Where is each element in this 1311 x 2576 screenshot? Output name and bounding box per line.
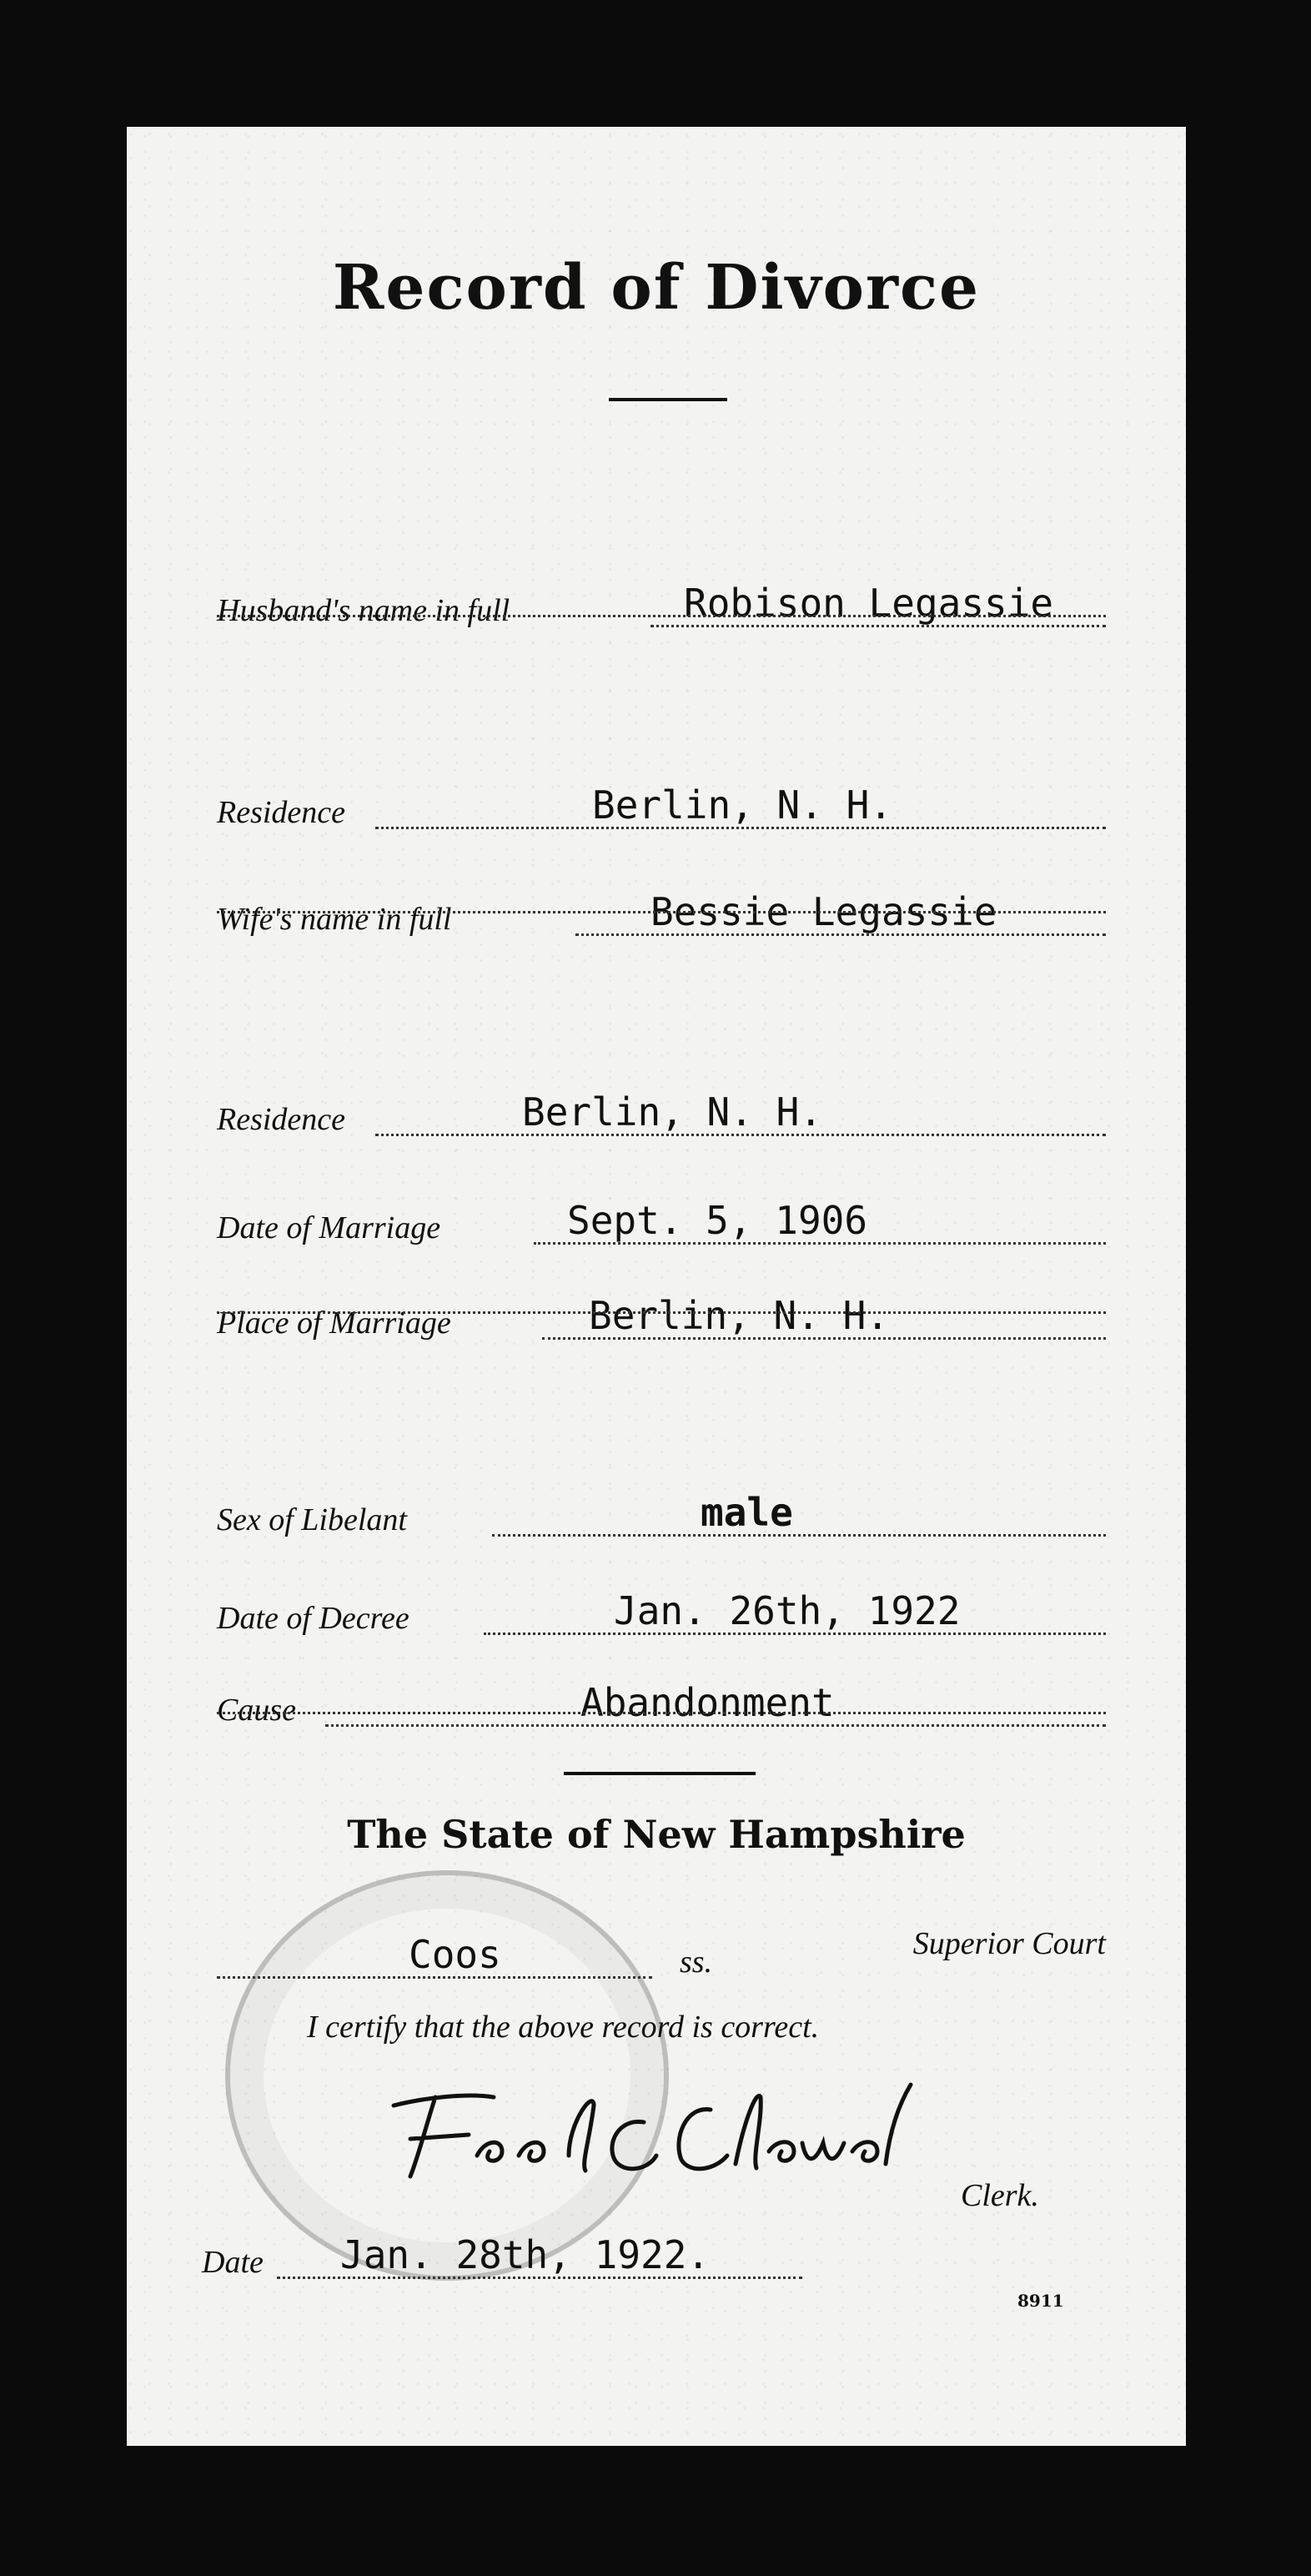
blank-line	[217, 1311, 1106, 1314]
marriage-date-value: Sept. 5, 1906	[567, 1198, 868, 1243]
cause-label: Cause	[217, 1693, 296, 1728]
residence-husband-value: Berlin, N. H.	[592, 782, 893, 828]
certification-statement: I certify that the above record is correct.	[307, 2010, 820, 2045]
blank-line	[217, 1712, 1106, 1714]
wife-label: Wife's name in full	[217, 902, 452, 937]
county-row	[217, 1920, 713, 1987]
marriage-place-row	[217, 1281, 1106, 1348]
residence-label: Residence	[217, 795, 346, 830]
cause-row	[217, 1668, 1106, 1735]
sex-label: Sex of Libelant	[217, 1502, 407, 1537]
sex-value: male	[701, 1490, 793, 1535]
county-value: Coos	[409, 1932, 501, 1977]
divorce-record-card	[127, 127, 1186, 2446]
marriage-place-label: Place of Marriage	[217, 1306, 451, 1341]
blank-line	[217, 911, 1106, 913]
cause-value: Abandonment	[580, 1680, 835, 1725]
court-label: Superior Court	[912, 1926, 1106, 1961]
cert-date-label: Date	[202, 2245, 264, 2280]
husband-label: Husband's name in full	[217, 593, 510, 628]
cert-date-row	[202, 2221, 802, 2287]
wife-value: Bessie Legassie	[650, 889, 997, 934]
residence-husband-row	[217, 771, 1106, 838]
sex-line	[492, 1534, 1106, 1537]
marriage-date-row	[217, 1186, 1106, 1253]
decree-date-row	[217, 1577, 1106, 1643]
decree-date-label: Date of Decree	[217, 1601, 409, 1636]
ss-label: ss.	[680, 1945, 713, 1980]
form-number: 8911	[1017, 2291, 1064, 2311]
cert-date-value: Jan. 28th, 1922.	[340, 2232, 711, 2277]
marriage-date-label: Date of Marriage	[217, 1210, 441, 1245]
state-heading: The State of New Hampshire	[347, 1812, 966, 1857]
sex-row	[217, 1478, 1106, 1545]
residence-label: Residence	[217, 1102, 346, 1137]
blank-line	[217, 615, 1106, 617]
husband-value: Robison Legassie	[684, 581, 1054, 626]
residence-wife-value: Berlin, N. H.	[522, 1089, 823, 1135]
clerk-signature	[377, 2072, 944, 2197]
residence-wife-row	[217, 1078, 1106, 1145]
page-title: Record of Divorce	[332, 252, 981, 324]
marriage-place-value: Berlin, N. H.	[589, 1293, 890, 1338]
section-divider	[564, 1772, 756, 1775]
title-divider	[609, 398, 727, 401]
husband-row	[217, 569, 1106, 636]
decree-date-value: Jan. 26th, 1922	[614, 1588, 961, 1633]
clerk-label: Clerk.	[961, 2178, 1039, 2213]
